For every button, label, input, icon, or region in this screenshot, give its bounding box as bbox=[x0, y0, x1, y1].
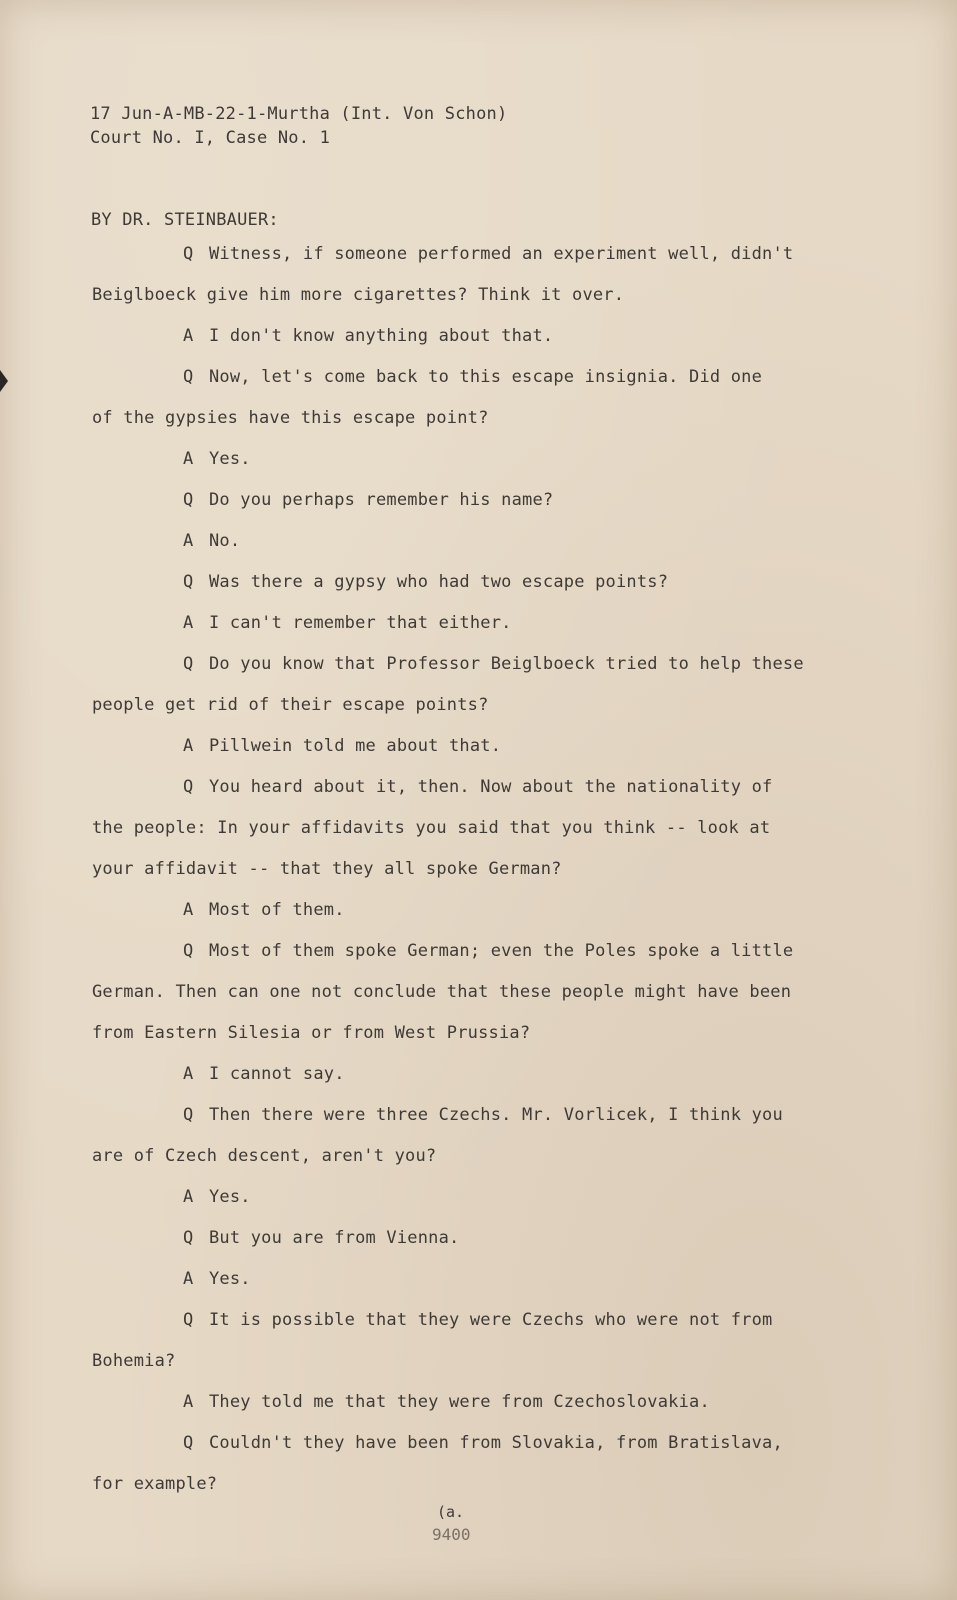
line-text: No. bbox=[209, 531, 241, 551]
speaker-label: Q bbox=[183, 941, 194, 961]
line-text: They told me that they were from Czechoslovakia. bbox=[209, 1392, 710, 1412]
transcript-line bbox=[183, 1228, 459, 1248]
transcript-line bbox=[183, 490, 553, 510]
page-number: 9400 bbox=[432, 1525, 471, 1544]
speaker-label: Q bbox=[183, 1310, 194, 1330]
line-text: Most of them. bbox=[209, 900, 345, 920]
transcript-line bbox=[92, 1146, 436, 1166]
speaker-label: A bbox=[183, 1064, 194, 1084]
transcript-line bbox=[92, 1351, 175, 1371]
transcript-line bbox=[183, 654, 804, 674]
transcript-line bbox=[183, 1105, 783, 1125]
speaker-label: Q bbox=[183, 244, 194, 264]
speaker-label: A bbox=[183, 1392, 194, 1412]
line-text: Couldn't they have been from Slovakia, from Bratislava, bbox=[209, 1433, 783, 1453]
transcript-line bbox=[183, 900, 345, 920]
line-text: your affidavit -- that they all spoke German? bbox=[92, 859, 562, 879]
speaker-label: A bbox=[183, 449, 194, 469]
line-text: I can't remember that either. bbox=[209, 613, 512, 633]
transcript-line bbox=[92, 695, 489, 715]
line-text: Yes. bbox=[209, 1187, 251, 1207]
transcript-line bbox=[183, 1269, 251, 1289]
speaker-label: A bbox=[183, 1187, 194, 1207]
speaker-label: A bbox=[183, 1269, 194, 1289]
transcript-line bbox=[92, 285, 624, 305]
transcript-line bbox=[183, 1433, 783, 1453]
line-text: are of Czech descent, aren't you? bbox=[92, 1146, 437, 1166]
speaker-label: Q bbox=[183, 367, 194, 387]
line-text: I cannot say. bbox=[209, 1064, 345, 1084]
line-text: Yes. bbox=[209, 449, 251, 469]
line-text: the people: In your affidavits you said that you think -- look at bbox=[92, 818, 771, 838]
speaker-label: Q bbox=[183, 654, 194, 674]
transcript-line bbox=[183, 777, 772, 797]
transcript-line bbox=[183, 1064, 345, 1084]
line-text: Pillwein told me about that. bbox=[209, 736, 502, 756]
transcript-line bbox=[183, 326, 553, 346]
transcript-line bbox=[183, 367, 762, 387]
speaker-label: A bbox=[183, 531, 194, 551]
speaker-label: A bbox=[183, 613, 194, 633]
line-text: It is possible that they were Czechs who were not from bbox=[209, 1310, 773, 1330]
line-text: from Eastern Silesia or from West Prussia? bbox=[92, 1023, 531, 1043]
speaker-label: Q bbox=[183, 1433, 194, 1453]
line-text: people get rid of their escape points? bbox=[92, 695, 489, 715]
speaker-label: Q bbox=[183, 1105, 194, 1125]
speaker-label: A bbox=[183, 736, 194, 756]
speaker-label: Q bbox=[183, 572, 194, 592]
transcript-line bbox=[92, 818, 770, 838]
transcript-line bbox=[183, 449, 251, 469]
footer-mark: (a. bbox=[437, 1503, 465, 1521]
case-header-line-2: Court No. I, Case No. 1 bbox=[90, 128, 331, 148]
line-text: Witness, if someone performed an experiment well, didn't bbox=[209, 244, 794, 264]
line-text: But you are from Vienna. bbox=[209, 1228, 460, 1248]
transcript-line bbox=[183, 1310, 772, 1330]
speaker-label: Q bbox=[183, 490, 194, 510]
transcript-line bbox=[92, 859, 562, 879]
line-text: Bohemia? bbox=[92, 1351, 176, 1371]
line-text: of the gypsies have this escape point? bbox=[92, 408, 489, 428]
transcript-line bbox=[183, 244, 793, 264]
transcript-line bbox=[183, 736, 501, 756]
transcript-line bbox=[183, 1187, 251, 1207]
transcript-line bbox=[92, 982, 791, 1002]
transcript-line bbox=[183, 531, 240, 551]
case-header-line-1: 17 Jun-A-MB-22-1-Murtha (Int. Von Schon) bbox=[90, 104, 508, 124]
transcript-line bbox=[183, 613, 512, 633]
speaker-label: A bbox=[183, 326, 194, 346]
examiner-byline: BY DR. STEINBAUER: bbox=[91, 210, 279, 230]
punch-mark bbox=[0, 370, 8, 392]
line-text: I don't know anything about that. bbox=[209, 326, 554, 346]
line-text: Do you know that Professor Beiglboeck tried to help these bbox=[209, 654, 804, 674]
transcript-line bbox=[183, 1392, 710, 1412]
transcript-line bbox=[92, 1474, 217, 1494]
line-text: Then there were three Czechs. Mr. Vorlicek, I think you bbox=[209, 1105, 783, 1125]
line-text: for example? bbox=[92, 1474, 218, 1494]
line-text: Now, let's come back to this escape insignia. Did one bbox=[209, 367, 763, 387]
line-text: Was there a gypsy who had two escape points? bbox=[209, 572, 669, 592]
transcript-line bbox=[183, 941, 793, 961]
line-text: Beiglboeck give him more cigarettes? Think it over. bbox=[92, 285, 625, 305]
speaker-label: Q bbox=[183, 777, 194, 797]
transcript-line bbox=[183, 572, 668, 592]
transcript-line bbox=[92, 408, 489, 428]
line-text: German. Then can one not conclude that these people might have been bbox=[92, 982, 792, 1002]
line-text: Do you perhaps remember his name? bbox=[209, 490, 554, 510]
line-text: Most of them spoke German; even the Poles spoke a little bbox=[209, 941, 794, 961]
speaker-label: A bbox=[183, 900, 194, 920]
line-text: Yes. bbox=[209, 1269, 251, 1289]
speaker-label: Q bbox=[183, 1228, 194, 1248]
line-text: You heard about it, then. Now about the nationality of bbox=[209, 777, 773, 797]
transcript-line bbox=[92, 1023, 530, 1043]
